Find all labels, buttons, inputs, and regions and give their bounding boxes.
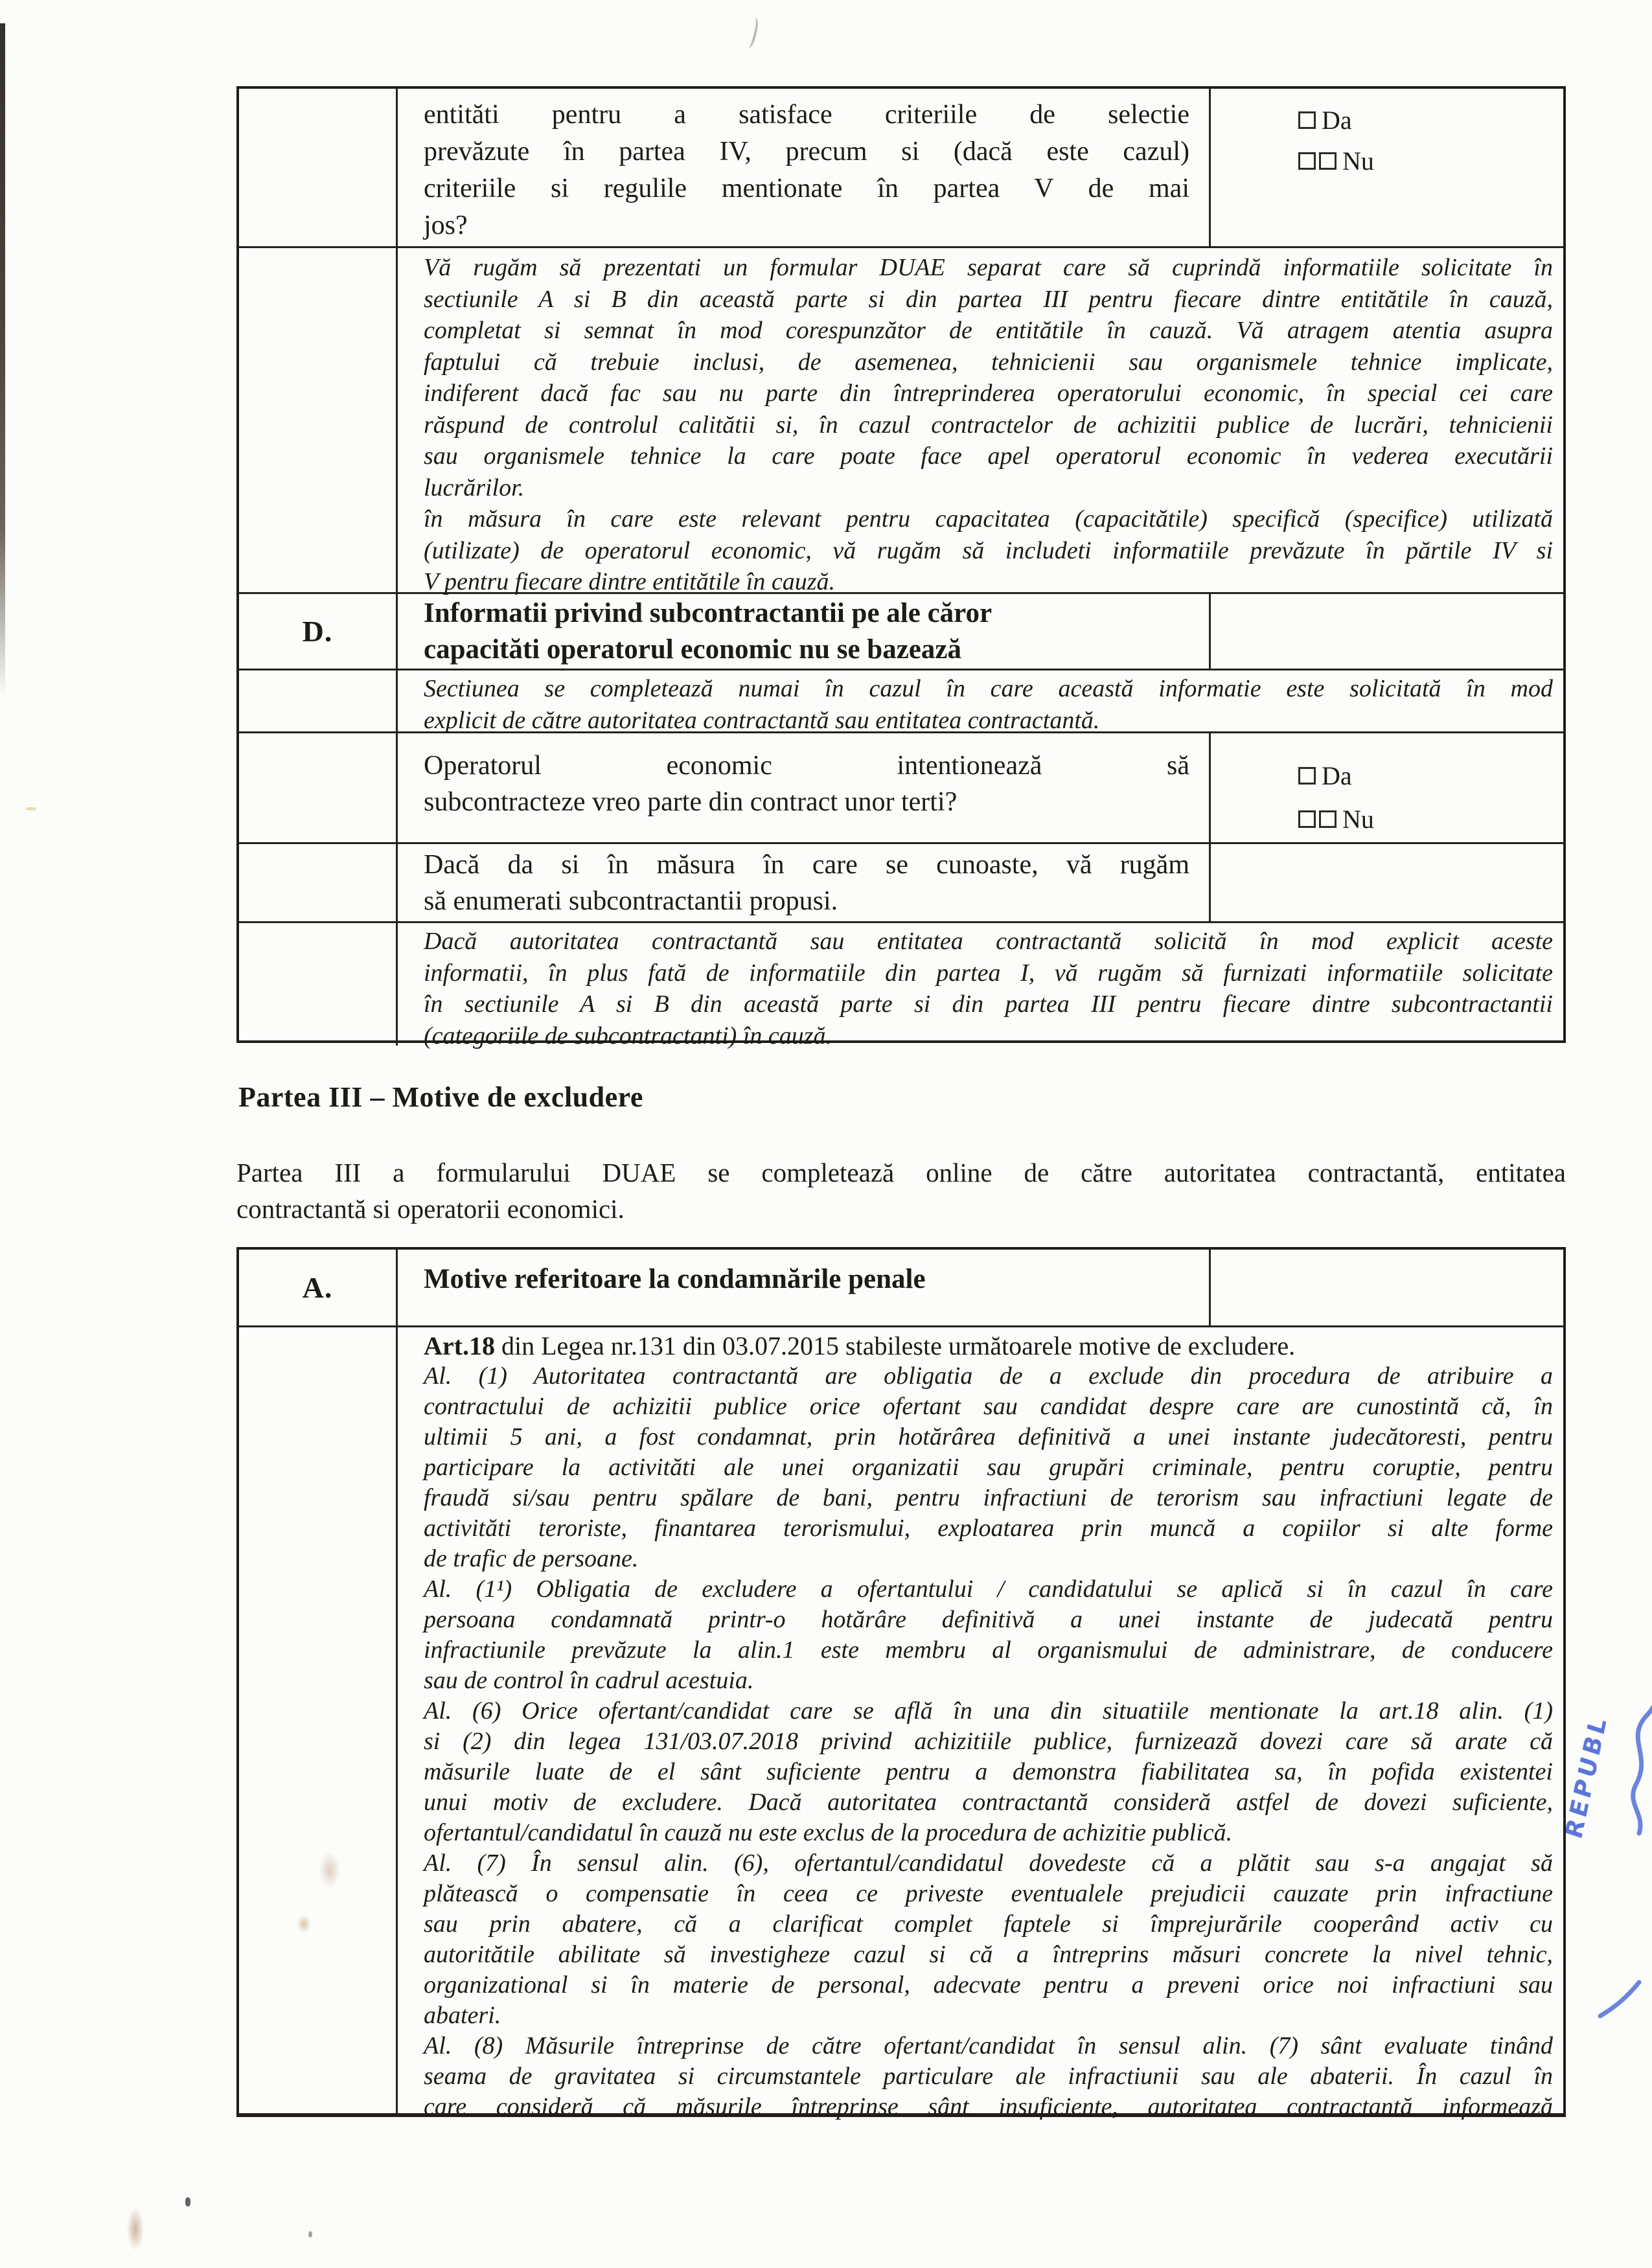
option-nu-label: Nu <box>1342 805 1374 834</box>
art18-rest: din Legea nr.131 din 03.07.2015 stabileste următoarele motive de excludere. <box>494 1331 1296 1360</box>
paragraph-al1: Al. (1) Autoritatea contractantă are obligatia de a exclude din procedura de atribuire a contractului de achizitii publice orice ofertant sau candidat despre care are cunostintă că, în ultimii 5 ani, a fost condamnat, prin hotărârea definitivă a unei instante judecătoresti, pentru participare la activităti ale unei organizatii sau grupări criminale, pentru coruptie, pentru fraudă si/sau pentru spălare de bani, pentru infractiuni de terorism sau infractiuni legate de activităti teroriste, finantarea terorismului, exploatarea prin muncă a copiilor si alte forme de trafic de persoane. <box>424 1362 1553 1572</box>
checkbox-nu-icon[interactable] <box>1298 152 1316 170</box>
section-d-title: Informatii privind subcontractantii pe ale căror capacităti operatorul economic nu se bazează <box>398 594 1211 669</box>
option-da-label: Da <box>1322 106 1352 135</box>
question-subcontracting: Operatorul economic intentionează să subcontracteze vreo parte din contract unor terti? <box>398 733 1211 842</box>
option-nu <box>1298 804 1563 834</box>
scan-speck <box>308 2231 312 2238</box>
paragraph-al7: Al. (7) În sensul alin. (6), ofertantul/candidatul dovedeste că a plătit sau s-a angajat să plătească o compensatie în ceea ce priveste eventualele prejudicii cauzate prin infractiune sau prin abatere, că a clarificat complet faptele si împrejurările cooperând activ cu autoritătile abilitate să investigheze cazul si că a întreprins măsuri concrete la nivel tehnic, organizational si în materie de personal, adecvate pentru a preveni orice noi infractiuni sau abateri. <box>424 1850 1553 2029</box>
checkbox-nu-icon[interactable] <box>1298 810 1316 828</box>
legal-text-cell <box>398 1327 1563 2120</box>
option-da-label: Da <box>1322 761 1352 790</box>
table-row <box>239 731 1563 842</box>
letter-cell-empty <box>239 248 398 592</box>
checkbox-da-icon[interactable] <box>1298 111 1316 129</box>
table-row-section-d <box>239 592 1563 669</box>
table-row <box>239 246 1563 595</box>
table-row-section-a <box>239 1250 1563 1325</box>
paragraph-al8: Al. (8) Măsurile întreprinse de către ofertant/candidat în sensul alin. (7) sânt evaluate tinând seama de gravitatea si circumstantele particulare ale infractiunii sau ale abaterii. În cazul în care consideră că măsurile întreprinse sânt insuficiente, autoritatea contractantă informează <box>424 2032 1553 2120</box>
table-row <box>239 842 1563 921</box>
letter-cell-empty <box>239 923 398 1046</box>
option-da <box>1298 761 1563 791</box>
guidance-note-separate-duae: Vă rugăm să prezentati un formular DUAE separat care să cuprindă informatiile solicitate în sectiunile A si B din această parte si din partea III pentru fiecare dintre entitătile în cauză, completat si semnat în mod corespunzător de entitătile în cauză. Vă atragem atentia asupra faptului că trebuie inclusi, de asemenea, tehnicienii sau organismele tehnice implicate, indiferent dacă fac sau nu parte din întreprinderea operatorului economic, în special cei care răspund de controlul calitătii si, în cazul contractelor de achizitii publice de lucrări, tehnicienii sau organismele tehnice la care poate face apel operatorul economic în vederea executării lucrărilor. în măsura în care este relevant pentru capacitatea (capacitătile) specifică (specifice) utilizată (utilizate) de operatorul economic, vă rugăm să includeti informatiile prevăzute în părtile IV si V pentru fiecare dintre entitătile în cauză. <box>424 254 1553 595</box>
section-a-title <box>398 1250 1211 1325</box>
table-row <box>239 921 1563 1049</box>
question-selection-criteria: entităti pentru a satisface criteriile de selectie prevăzute în partea IV, precum si (dacă este cazul) criteriile si regulile mentionate în partea V de mai jos? <box>398 89 1211 246</box>
option-nu-label: Nu <box>1342 146 1374 176</box>
part3-intro-paragraph: Partea III a formularului DUAE se completează online de către autoritatea contractantă, entitatea contractantă si operatorii economici. <box>236 1158 1566 1224</box>
scan-speck <box>26 807 36 810</box>
letter-cell-empty <box>239 844 398 921</box>
option-da <box>1298 105 1563 135</box>
stamp-text: REPUBL <box>1560 1711 1613 1842</box>
section-letter-label: A. <box>302 1271 333 1304</box>
section-a-title-text: Motive referitoare la condamnările penale <box>424 1264 926 1294</box>
table-row-legal-text <box>239 1325 1563 2120</box>
table-row <box>239 89 1563 246</box>
table-part2-subcontractors <box>236 86 1566 1049</box>
section-letter-label: D. <box>302 615 333 648</box>
answer-cell <box>1211 89 1563 246</box>
letter-cell-empty <box>239 670 398 731</box>
answer-cell-empty <box>1211 844 1563 921</box>
art18-intro-line <box>424 1331 1553 1361</box>
answer-cell <box>1211 733 1563 842</box>
section-letter-a <box>239 1250 398 1325</box>
letter-cell-empty <box>239 733 398 842</box>
paragraph-al6: Al. (6) Orice ofertant/candidat care se află în una din situatiile mentionate la art.18 alin. (1) si (2) din legea 131/03.07.2018 privind achizitiile publice, furnizează dovezi care să arate că măsurile luate de el sânt suficiente pentru a demonstra fiabilitatea sa, în pofida existentei unui motiv de excludere. Dacă autoritatea contractantă consideră astfel de dovezi suficiente, ofertantul/candidatul în cauză nu este exclus de la procedura de achizitie publică. <box>424 1697 1553 1846</box>
part3-heading: Partea III – Motive de excludere <box>238 1081 643 1113</box>
letter-cell-empty <box>239 89 398 246</box>
checkbox-da-icon[interactable] <box>1298 767 1316 785</box>
checkbox-nu-icon[interactable] <box>1319 810 1337 828</box>
paragraph-al1-1: Al. (1¹) Obligatia de excludere a ofertantului / candidatului se aplică si în cazul în care persoana condamnată printr-o hotărâre definitivă a unei instante de judecată pentru infractiunile prevăzute la alin.1 este membru al organismului de administrare, de conducere sau de control în cadrul acestuia. <box>424 1575 1553 1694</box>
answer-cell-empty <box>1211 594 1563 669</box>
option-nu <box>1298 146 1563 176</box>
checkbox-nu-icon[interactable] <box>1319 152 1337 170</box>
guidance-note-explicit-request: Dacă autoritatea contractantă sau entitatea contractantă solicită în mod explicit aceste informatii, în plus fată de informatiile din partea I, vă rugăm să furnizati informatiile solicitate în sectiunile A si B din această parte si din partea III pentru fiecare dintre subcontractantii (categoriile de subcontractanti) în cauză. <box>424 928 1553 1049</box>
art18-label: Art.18 <box>424 1331 495 1360</box>
table-part3-exclusion-grounds <box>236 1247 1566 2120</box>
request-enumerate-subcontractors: Dacă da si în măsura în care se cunoaste, vă rugăm să enumerati subcontractantii propusi. <box>398 844 1211 921</box>
scan-edge-artifact <box>0 23 5 697</box>
guidance-note-section-completion: Sectiunea se completează numai în cazul în care această informatie este solicitată în mod explicit de către autoritatea contractantă sau entitatea contractantă. <box>424 675 1553 734</box>
scan-stain <box>127 2208 144 2251</box>
letter-cell-empty <box>239 1327 398 2116</box>
scan-squiggle-mark <box>742 16 760 49</box>
section-letter-d <box>239 594 398 669</box>
table-row <box>239 669 1563 734</box>
answer-cell-empty <box>1211 1250 1563 1325</box>
scan-speck <box>185 2197 190 2206</box>
